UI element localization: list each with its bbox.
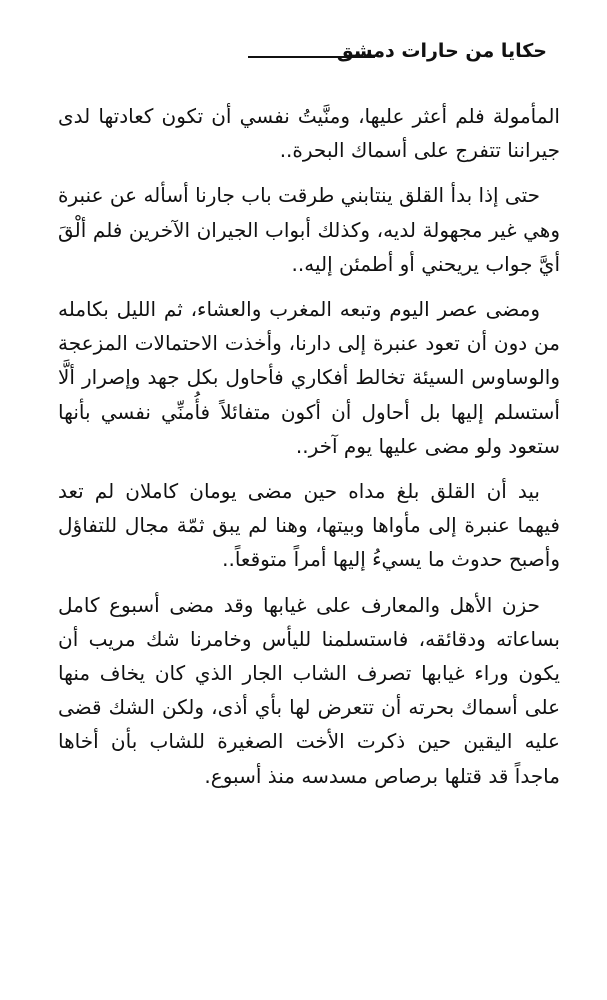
header-rule [248, 56, 375, 58]
paragraph-5: حزن الأهل والمعارف على غيابها وقد مضى أسبوع كامل بساعاته ودقائقه، فاستسلمنا لليأس وخامرنا شك مريب أن يكون وراء غيابها تصرف الشاب الجار الذي كان يخاف منها على أسماك بحرته أن تتعرض لها بأي أذى، ولكن الشك قضى عليه اليقين حين ذكرت الأخت الصغيرة للشاب بأن أخاها ماجداً قد قتلها برصاص مسدسه منذ أسبوع. [58, 592, 560, 788]
body-text [58, 99, 560, 804]
paragraph-3: ومضى عصر اليوم وتبعه المغرب والعشاء، ثم الليل بكامله من دون أن تعود عنبرة إلى دارنا، وأخذت الاحتمالات المزعجة والوساوس السيئة تخالط أفكاري فأحاول بكل جهد وإصرار ألَّا أستسلم إليها بل أحاول أن أكون متفائلاً فأُمنِّي نفسي بأنها ستعود ولو مضى عليها يوم آخر.. [58, 297, 560, 458]
paragraph-1: المأمولة فلم أعثر عليها، ومنَّيتُ نفسي أن تكون كعادتها لدى جيراننا تتفرج على أسماك البحرة.. [58, 104, 560, 163]
paragraph-2: حتى إذا بدأ القلق ينتابني طرقت باب جارنا أسأله عن عنبرة وهي غير مجهولة لديه، وكذلك أبواب الجيران الآخرين فلم ألْقَ أيَّ جواب يريحني أو أطمئن إليه.. [58, 183, 560, 276]
paragraph-4: بيد أن القلق بلغ مداه حين مضى يومان كاملان لم تعد فيهما عنبرة إلى مأواها وبيتها، وهنا لم يبق ثمّة مجال للتفاؤل وأصبح حدوث ما يسيءُ إليها أمراً متوقعاً.. [58, 479, 560, 572]
running-header [0, 38, 607, 68]
running-header-title: حكايا من حارات دمشق [336, 40, 547, 62]
